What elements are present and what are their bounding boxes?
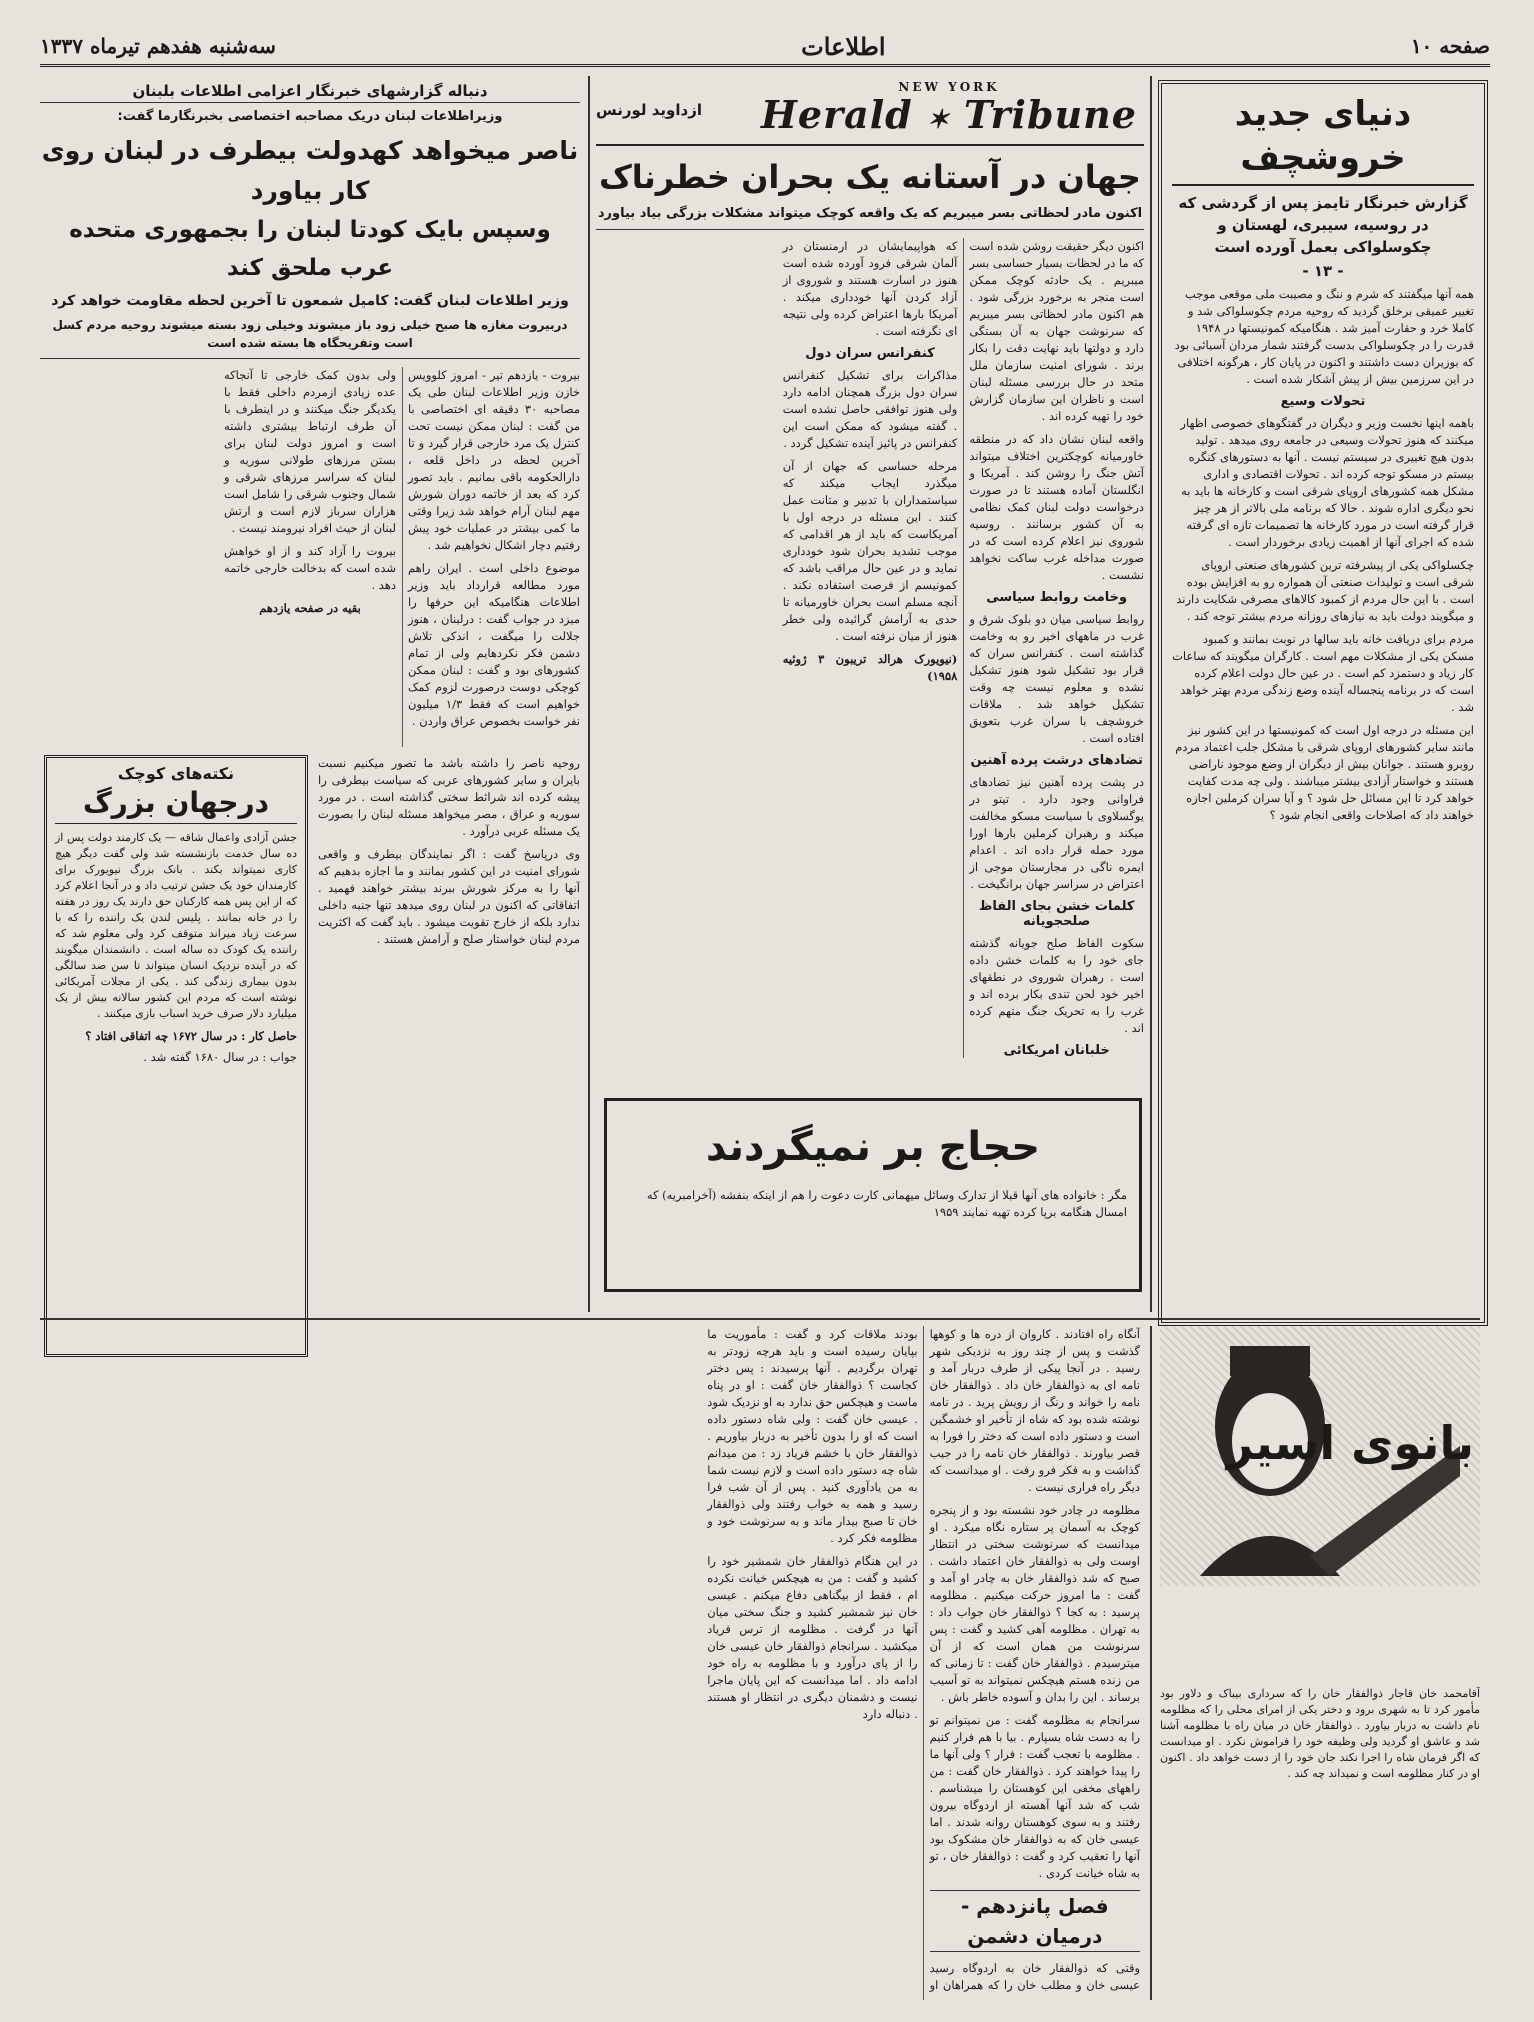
serial-col-2: مظلومه در چادر خود نشسته بود و از پنجره کوچک به آسمان پر ستاره نگاه میکرد . او میدانست که سرنوشت سختی در انتظار اوست ولی به ذوالفقار خان اعتماد داشت . صبح که شد ذوالفقار خان به چادر او آمد و گفت : ما امروز حرکت میکنیم . مظلومه پرسید : به کجا ؟ ذوالفقار خان جواب داد : به تهران . مظلومه آهی کشید و گفت : پس سرنوشت من همان است که از آن میترسیدم . ذوالفقار خان گفت : تا زمانی که من زنده هستم هیچکس نمیتواند به تو آسیب برساند . این را بدان و آسوده خاطر باش .: [929, 1503, 1140, 1704]
lebanon-report-article: [40, 80, 580, 1312]
lebanon-continued: بقیه در صفحه یازدهم: [259, 601, 361, 615]
lebanon-kicker: دنباله گزارشهای خبرنگار اعزامی اطلاعات بلبنان: [40, 80, 580, 103]
herald-subhead-5: کنفرانس سران دول: [805, 346, 935, 361]
herald-body-3: روابط سیاسی میان دو بلوک شرق و غرب در ماههای اخیر رو به وخامت گذاشته است . کنفرانس سران که قرار بود تشکیل شود هنوز تشکیل نشده و معلوم نیست چه وقت تشکیل خواهد شد . ملاقات خروشچف با سران غرب بتعویق افتاده است .: [969, 612, 1144, 745]
khrushchev-article-box: [1158, 80, 1488, 1326]
serial-col-5: در این هنگام ذوالفقار خان شمشیر خود را کشید و گفت : من به هیچکس خیانت نکرده ام ، فقط از بیگناهی دفاع میکنم . عیسی خان نیز شمشیر کشید و جنگ سختی میان آنها در گرفت . مظلومه از ترس فریاد میکشید . سرانجام ذوالفقار خان عیسی خان را از پای درآورد و با مظلومه به راه خود ادامه داد . اما میدانست که این پایان ماجرا نیست و دشمنان دیگری در انتظار او هستند . دنباله دارد: [707, 1554, 918, 1721]
herald-body-4: در پشت پرده آهنین نیز تضادهای فراوانی وجود دارد . تیتو در یوگسلاوی با سیاست مسکو مخالفت میکند و رهبران کرملین بارها اورا مورد حمله قرار داده اند . اعدام ایمره ناگی در مجارستان موجی از اعتراض در سراسر جهان برانگیخت .: [969, 775, 1144, 891]
lebanon-body-1: بیروت - یازدهم تیر - امروز کلوویس خازن وزیر اطلاعات لبنان طی یک مصاحبه ۳۰ دقیقه ای اختصاصی با من گفت : لبنان ممکن نیست تحت کنترل یک مرد خارجی قرار گیرد و تا آخرین لحظه در داخل قلعه ، دارالحکومه باقی بمانیم . باید تصور کرد که بعد از خاتمه دوران شورش مهم لبنان آرام خواهد شد زیرا وقتی ما کمی بیشتر در عملیات خود پیش رفتیم دچار اشکال نخواهیم شد .: [408, 368, 580, 552]
column-rule: [1150, 76, 1152, 1312]
herald-subhead-2: تضادهای درشت پرده آهنین: [970, 753, 1143, 768]
herald-body-7: مذاکرات برای تشکیل کنفرانس سران دول بزرگ همچنان ادامه دارد ولی هنوز توافقی حاصل نشده است . گفته میشود که ممکن است این کنفرانس در پائیز آینده تشکیل گردد .: [782, 368, 958, 450]
herald-subhead-4: خلبانان امریکائی: [1003, 1043, 1110, 1058]
khrushchev-body-2: باهمه اینها نخست وزیر و دیگران در گفتگوهای خصوصی اظهار میکنند که هنوز تحولات وسیعی در جامعه روی میدهد . تولید بدون هیچ تغییری در سیستم نیست . آنها به دستورهای کنگره بیستم در مسکو توجه کرده اند . تحولات اقتصادی و اداری مشکل همه کشورهای اروپای شرقی است و کارخانه ها باید به نحو دیگری اداره شوند . حالا که برنامه ملی بالاتر از هر چیز قرار گرفته است در مورد کارخانه ها تصمیمات تازه ای گرفته شده که اجرای آنها از اهمیت زیادی برخوردار است .: [1180, 416, 1474, 549]
serial-chapter-title: فصل پانزدهم - درمیان دشمن: [930, 1890, 1140, 1952]
small-news-kicker: نکته‌های کوچک: [117, 764, 235, 783]
khrushchev-number: - ۱۳ -: [1302, 262, 1344, 280]
lebanon-deck: وزیر اطلاعات لبنان گفت: کامیل شمعون تا آخرین لحظه مقاومت خواهد کرد: [51, 293, 569, 309]
serial-body: [40, 1326, 1140, 2000]
lebanon-body-6: وی درپاسخ گفت : اگر نمایندگان بیطرف و واقعی شورای امنیت در این کشور بمانند و ما اجازه بدهیم که آنها را به مرکز شورش ببرند بیشتر خواهند فهمید . اتفاقاتی که اکنون در لبنان روی میدهد تنها جنبه داخلی ندارد بلکه از خارج تقویت میشود . باید گفت که اکثریت مردم لبنان خواستار صلح و آرامش هستند .: [318, 847, 580, 946]
lebanon-body-5: بیروت را آزاد کند و از او خواهش شده است که بدخالت خارجی خاتمه دهد .: [224, 544, 396, 592]
logo-tribune: Tribune: [964, 92, 1137, 137]
small-news-title: درجهان بزرگ: [55, 783, 297, 824]
khrushchev-body-4: مردم برای دریافت خانه باید سالها در نوبت بمانند و کمبود مسکن یکی از مشکلات مهم است . کارگران میگویند که ساعات کار زیاد و دستمزد کم است . در عین حال دولت اعلام کرده است که در برنامه پنجساله آینده وضع زندگی مردم بهتر خواهد شد .: [1172, 632, 1474, 714]
herald-body-8: مرحله حساسی که جهان از آن میگذرد ایجاب میکند که سیاستمداران با تدبیر و متانت عمل کنند . این مسئله در درجه اول با آمریکاست که باید از هر اقدامی که موجب تشدید بحران شود خودداری نماید و در عین حال مراقب باشد که کمونیسم از فرصت استفاده نکند . آنچه مسلم است بحران خاورمیانه تا حدی به آرامش گرائیده ولی خطر هنوز از میان نرفته است .: [782, 459, 958, 643]
khrushchev-body-3: چکسلواکی یکی از پیشرفته ترین کشورهای صنعتی اروپای شرقی است و تولیدات صنعتی آن همواره رو به افزایش بوده است . با این حال مردم از کمبود کالاهای مصرفی شکایت دارند و میگویند دولت باید به نیازهای روزانه مردم بیشتر توجه کند .: [1176, 558, 1474, 623]
issue-date: سه‌شنبه هفدهم تیرماه ۱۳۳۷: [40, 34, 276, 58]
small-news-body: جشن آزادی واعمال شاقه — یک کارمند دولت پس از ده سال خدمت بازنشسته شد ولی گفت دیگر هیچ کاری نمیتواند بکند . بانک بزرگ نیویورک برای کارمندان خود یک جشن ترتیب داد و در آنجا اعلام کرد که از این پس همه کارکنان حق دارند یک روز در هفته را در خانه بمانند . پلیس لندن یک راننده را که با سرعت زیاد میراند متوقف کرد ولی معلوم شد که راننده یک کودک ده ساله است . دانشمندان میگویند که در آینده نزدیک انسان میتواند تا سن صد سالگی بدون بیماری زندگی کند . یکی از مجلات آمریکائی نوشته است که مردم این کشور سالانه بیش از یک میلیارد دلار صرف خرید اسباب بازی میکنند .: [55, 831, 297, 1020]
serial-illustration: [1160, 1326, 1480, 1586]
serial-logo-panel: [1160, 1326, 1480, 1666]
small-news-box: [44, 755, 308, 1357]
hajj-body: مگر : خانواده های آنها قبلا از تدارک وسائل میهمانی کارت دعوت را هم از اینکه بنفشه (آخرامبریه) که امسال هنگامه برپا کرده تهیه نمایند ۱۹۵۹: [646, 1188, 1127, 1219]
lebanon-headline-1: ناصر میخواهد کهدولت بیطرف در لبنان روی کار بیاورد: [41, 136, 579, 205]
serial-col-3: آنگاه راه افتادند . کاروان از دره ها و کوهها گذشت و پس از چند روز به نزدیکی شهر رسید . در آنجا پیکی از طرف دربار آمد و نامه ای به ذوالفقار خان داد . ذوالفقار خان نامه را خواند و رنگ از رویش پرید . در نامه نوشته شده بود که شاه از تأخیر او خشمگین است و دستور داده است که دختر را فورا به قصر بیاورند . ذوالفقار خان نامه را در جیب گذاشت و به فکر فرو رفت . او میدانست که دیگر راه فراری نیست .: [929, 1327, 1140, 1494]
masthead: [40, 28, 1490, 67]
serial-logo: بانوی اسیر: [1226, 1416, 1474, 1470]
herald-tribune-article: [596, 80, 1144, 1090]
herald-deck: اکنون مادر لحظاتی بسر میبریم که یک واقعه کوچک میتواند مشکلات بزرگی بیاد بیاورد: [596, 204, 1144, 230]
eagle-icon: ✶: [926, 105, 950, 135]
lebanon-deck-2: دربیروت مغازه ها صبح خیلی زود باز میشوند وخیلی زود بسته میشوند روحیه مردم کسل است وتفریحگاه ها بسته شده است: [40, 316, 580, 359]
hajj-title: حجاج بر نمیگردند: [705, 1124, 1041, 1170]
khrushchev-body-1: همه آنها میگفتند که شرم و ننگ و مصیبت ملی موقعی موجب تغییر عمیقی برخلق گردید که روحیه مردم چکوسلواکی شد و کاملا خرد و حقارت آمیز شد . هنگامیکه کمونیستها در ۱۹۴۸ قدرت را در چکوسلواکی بدست گرفتند شمار مردان آسیائی بود که بوزیران دست داشتند و اکنون در پایان کار ، هرگونه اختلافی در این سرزمین بیش از پیش آشکار شده است .: [1174, 287, 1474, 386]
herald-body-1: اکنون دیگر حقیقت روشن شده است که ما در لحظات بسیار حساسی بسر میبریم . یک حادثه کوچک ممکن است منجر به برخورد بزرگی شود . هم اکنون مادر لحظاتی بسر میبریم که سرنوشت جهان به آن بستگی دارد و دولتها باید نهایت دقت را بکار برند . شورای امنیت سازمان ملل متحد در حال بررسی مسئله لبنان است و ناظران این سازمان گزارش خود را تهیه کرده اند .: [969, 239, 1144, 423]
herald-body-6: که هواپیمایشان در ارمنستان در آلمان شرقی فرود آورده شده است هنوز در اسارت هستند و شوروی از آزاد کردن آنها خودداری میکند . آمریکا بارها اعتراض کرده ولی نتیجه ای نگرفته است .: [782, 239, 958, 338]
herald-subhead-1: وخامت روابط سیاسی: [986, 590, 1128, 605]
small-news-note-1: حاصل کار : در سال ۱۶۷۲ چه اتفاقی افتاد ؟: [85, 1029, 297, 1043]
herald-body-2: واقعه لبنان نشان داد که در منطقه خاورمیانه کوچکترین اختلاف میتواند آتش جنگ را روشن کند . آمریکا و انگلستان آماده هستند تا در صورت درخواست دولت لبنان کمک نظامی به آن کشور برسانند . روسیه شوروی نیز اعلام کرده است که در صورت مداخله غرب ساکت نخواهد نشست .: [969, 432, 1144, 582]
lebanon-body-2: موضوع داخلی است . ایران راهم مورد مطالعه قرارداد باید وزیر اطلاعات هنگامیکه این حرفها را میزد در جواب گفت : درلبنان ، هنوز جلالت را میگفت ، اندکی تلاش دشمن فکر نکردهایم ولی از تمام کشورهای بود و گفت : لبنان ممکن کوچکی دوست درصورت لزوم کمک خواهیم است که فقط ۱/۳ میلیون نفر خواست بخصوص عراق واردن .: [408, 561, 580, 728]
lebanon-body-4: روحیه ناصر را داشته باشد ما تصور میکنیم نسبت بایران و سایر کشورهای عربی که سیاست بیطرفی را پیشه کرده اند شرائط سختی گذاشته است . در مورد سوریه و عراق ، مصر میخواهد مسئله لبنان را بصورت یک مسئله عربی درآورد .: [318, 756, 580, 838]
section-rule: [40, 1318, 1480, 1320]
khrushchev-deck: گزارش خبرنگار تایمز پس از گردشی که در روسیه، سیبری، لهستان و چکوسلواکی بعمل آورده است: [1178, 194, 1468, 256]
small-news-note-2: جواب : در سال ۱۶۸۰ گفته شد .: [143, 1050, 297, 1064]
column-rule: [588, 76, 590, 1312]
khrushchev-title: دنیای جدید خروشچف: [1172, 92, 1474, 186]
paper-name: اطلاعات: [801, 31, 886, 61]
serial-summary: [1160, 1686, 1480, 1996]
lebanon-body-3: ولی بدون کمک خارجی تا آنجاکه عده زیادی ازمردم داخلی فقط با یکدیگر جنگ میکنند و در اینطرف با آن طرف ارتباط بیشتری داشته است و امروز دولت لبنان برای بستن مرزهای طولانی سوریه و لبنان که سراسر مرزهای شرقی و شمال وجنوب شرقی را شامل است هزاران سرباز لازم است و ارتش لبنان از حیث افراد نیرومند نیست .: [224, 368, 396, 535]
herald-body-5: سکوت الفاظ صلح جویانه گذشته جای خود را به کلمات خشن داده است . رهبران شوروی در نطقهای اخیر خود لحن تندی بکار برده اند و غرب را به تحریک جنگ متهم کرده اند .: [969, 936, 1144, 1035]
page-number: صفحه ۱۰: [1410, 34, 1490, 58]
herald-kicker: ازداوید لورنس: [596, 101, 702, 119]
lebanon-headline-2: وسپس بایک کودتا لبنان را بجمهوری متحده عرب ملحق کند: [69, 217, 551, 281]
serial-col-1: وقتی که ذوالفقار خان به اردوگاه رسید عیسی خان و مطلب خان را که همراهان او بودند ملاقات کرد و گفت : مأموریت ما بپایان رسیده است و باید هرچه زودتر به تهران برگردیم . آنها پرسیدند : پس دختر کجاست ؟ ذوالفقار خان گفت : او در پناه ماست و هیچکس حق ندارد به او نزدیک شود . عیسی خان گفت : ولی شاه دستور داده است که او را بدون تأخیر به دربار بیاوریم . ذوالفقار خان با خشم فریاد زد : من میدانم شاه چه دستور داده است و لازم نیست شما به من یادآوری کنید . پس از آن شب فرا رسید و همه به خواب رفتند ولی ذوالفقار خان تا صبح بیدار ماند و به سرنوشت خود و مظلومه فکر کرد .: [707, 1327, 1140, 1992]
herald-headline: جهان در آستانه یک بحران خطرناک: [599, 158, 1141, 196]
hajj-box: [604, 1098, 1142, 1292]
herald-tribune-logo: [754, 80, 1144, 140]
khrushchev-subhead-1: تحولات وسیع: [1280, 394, 1366, 409]
herald-subhead-3: کلمات خشن بجای الفاظ صلحجویانه: [978, 899, 1135, 929]
herald-byline: (نیویورک هرالد تریبون ۳ ژوئیه ۱۹۵۸): [782, 652, 958, 683]
serial-summary-text: آقامحمد خان قاجار ذوالفقار خان را که سرداری بیباک و دلاور بود مأمور کرد تا به شهری برود و دختر یکی از امرای محلی را که مظلومه نام داشت به دربار بیاورد . ذوالفقار خان در میان راه با مظلومه آشنا شد و عاشق او گردید ولی وظیفه خود را فراموش نکرد . او میدانست که اگر فرمان شاه را اجرا نکند جان خود را از دست خواهد داد . اکنون او در کنار مظلومه است و نمیداند چه کند .: [1160, 1687, 1480, 1780]
lebanon-subkicker: وزیراطلاعات لبنان دریک مصاحبه اختصاصی بخبرنگارما گفت:: [117, 109, 503, 124]
khrushchev-body-5: این مسئله در درجه اول است که کمونیستها در این کشور نیز مانند سایر کشورهای اروپای شرقی با مشکل جلب اعتماد مردم روبرو هستند . جوانان بیش از دیگران از وضع موجود ناراضی هستند و خواستار آزادی بیشتر میباشند . ولی چه مدت کفایت خواهد کرد تا این مسائل حل شود ؟ و آیا سران کرملین اجازه خواهند داد که اصلاحات واقعی انجام شود ؟: [1175, 723, 1474, 822]
logo-herald: Herald: [761, 92, 913, 137]
logo-new-york: NEW YORK: [898, 80, 1000, 94]
column-rule: [1150, 1326, 1152, 2000]
serial-col-4: سرانجام به مظلومه گفت : من نمیتوانم تو را به دست شاه بسپارم . بیا با هم فرار کنیم . مظلومه با تعجب گفت : فرار ؟ ولی آنها ما را پیدا خواهند کرد . ذوالفقار خان گفت : من راههای مخفی این کوهستان را میشناسم . شب که شد آنها آهسته از اردوگاه بیرون رفتند و به سوی کوهستان روانه شدند . اما عیسی خان که به ذوالفقار خان مشکوک بود آنها را تعقیب کرد و گفت : ذوالفقار خان ، تو به شاه خیانت کردی .: [929, 1713, 1140, 1880]
